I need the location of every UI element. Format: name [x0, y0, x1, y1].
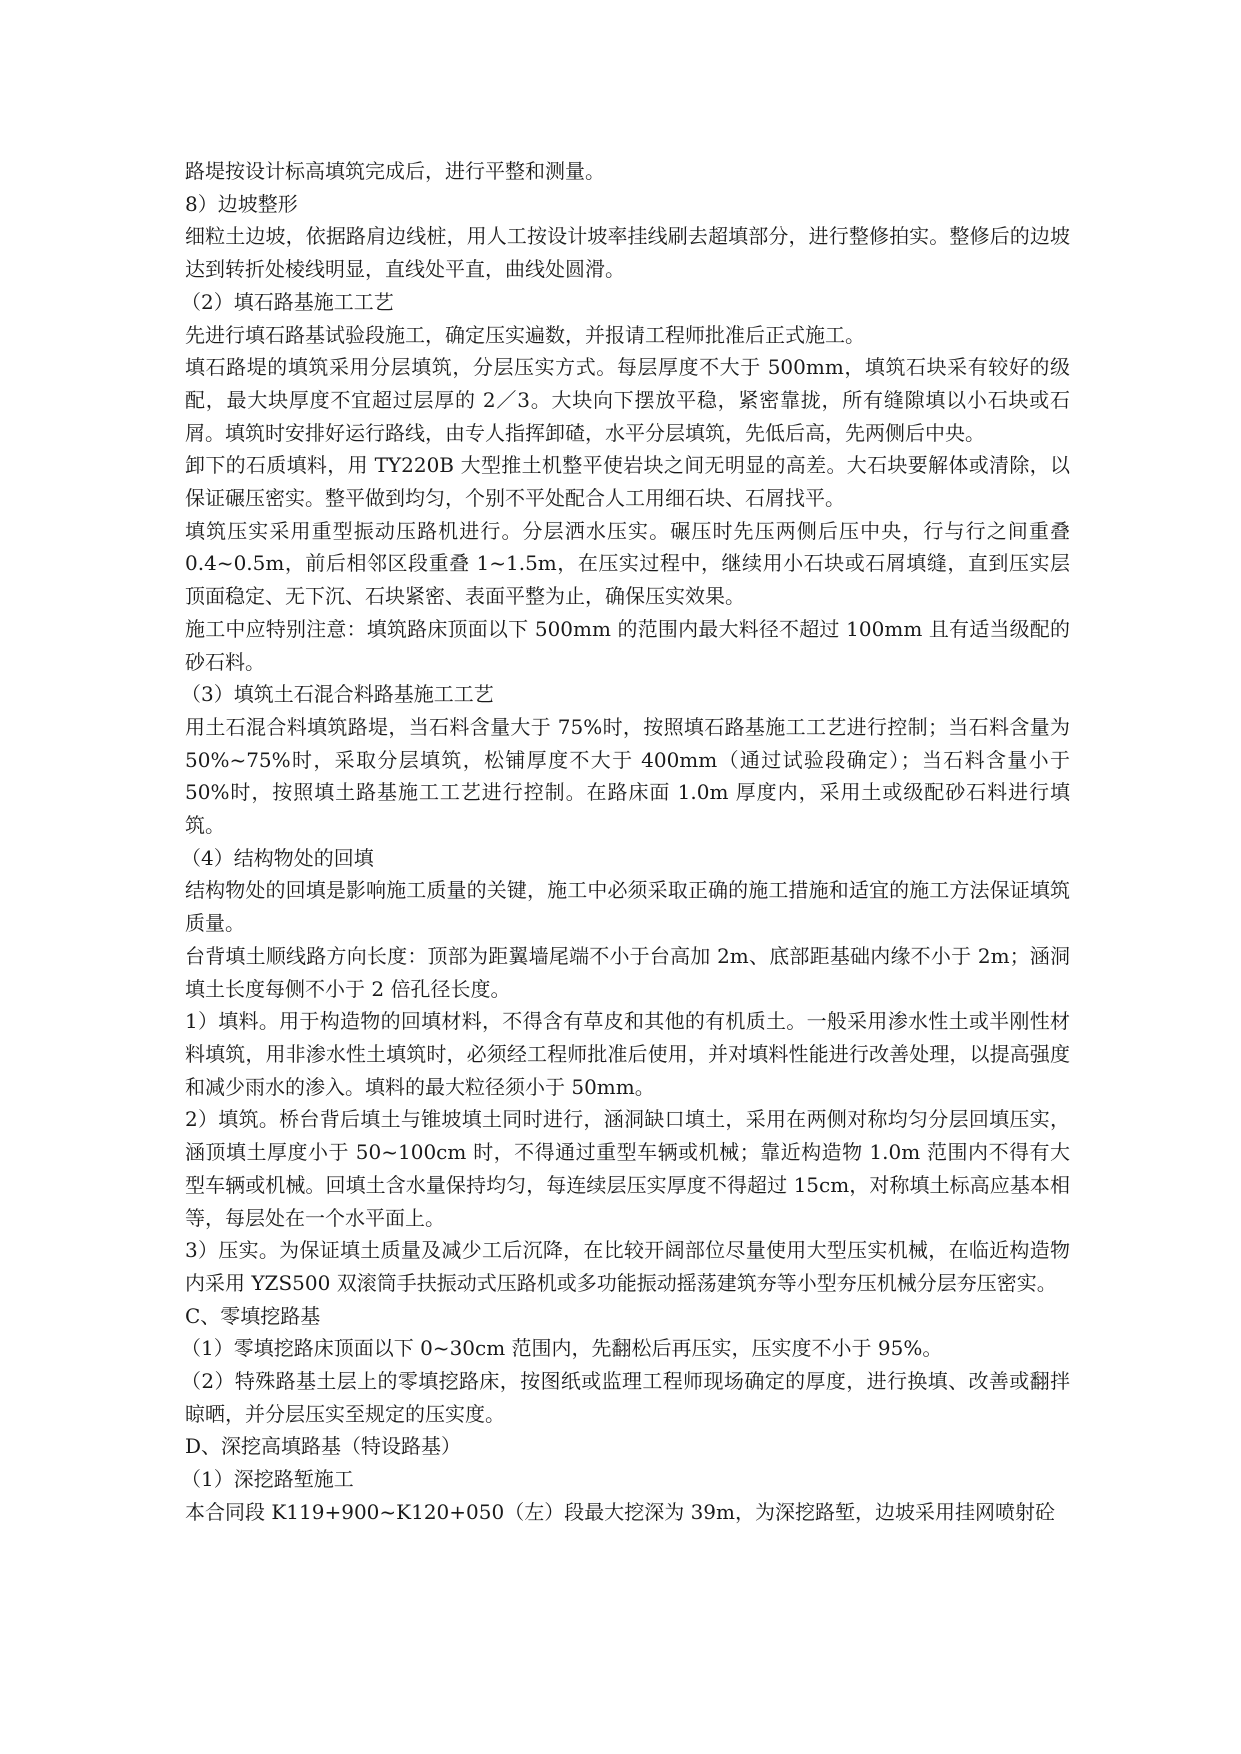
paragraph: 1）填料。用于构造物的回填材料，不得含有草皮和其他的有机质土。一般采用渗水性土或半刚性材料填筑，用非渗水性土填筑时，必须经工程师批准后使用，并对填料性能进行改善处理，以提高强度和减少雨水的渗入。填料的最大粒径须小于 50mm。 — [185, 1009, 1070, 1099]
section-heading: （3）填筑土石混合料路基施工工艺 — [181, 682, 494, 707]
paragraph: 填筑压实采用重型振动压路机进行。分层洒水压实。碾压时先压两侧后压中央，行与行之间重叠 0.4~0.5m，前后相邻区段重叠 1~1.5m，在压实过程中，继续用小石块或石屑填缝，直到压实层顶面稳定、无下沉、石块紧密、表面平整为止，确保压实效果。 — [185, 518, 1070, 609]
paragraph: 细粒土边坡，依据路肩边线桩，用人工按设计坡率挂线刷去超填部分，进行整修拍实。整修后的边坡达到转折处棱线明显，直线处平直，曲线处圆滑。 — [185, 224, 1070, 282]
paragraph: 本合同段 K119+900~K120+050（左）段最大挖深为 39m，为深挖路堑，边坡采用挂网喷射砼 — [185, 1499, 1055, 1524]
paragraph: 施工中应特别注意：填筑路床顶面以下 500mm 的范围内最大料径不超过 100mm 且有适当级配的砂石料。 — [185, 616, 1070, 674]
document-body — [181, 155, 1070, 1529]
section-heading: （2）填石路基施工工艺 — [181, 289, 394, 314]
section-heading: C、零填挖路基 — [185, 1303, 321, 1328]
paragraph: 台背填土顺线路方向长度：顶部为距翼墙尾端不小于台高加 2m、底部距基础内缘不小于 2m；涵洞填土长度每侧不小于 2 倍孔径长度。 — [185, 943, 1070, 1001]
paragraph: 填石路堤的填筑采用分层填筑，分层压实方式。每层厚度不大于 500mm，填筑石块采有较好的级配，最大块厚度不宜超过层厚的 2／3。大块向下摆放平稳，紧密靠拢，所有缝隙填以小石块或石屑。填筑时安排好运行路线，由专人指挥卸碴，水平分层填筑，先低后高，先两侧后中央。 — [185, 355, 1070, 445]
paragraph: （2）特殊路基土层上的零填挖路床，按图纸或监理工程师现场确定的厚度，进行换填、改善或翻拌晾晒，并分层压实至规定的压实度。 — [181, 1369, 1070, 1426]
paragraph: 卸下的石质填料，用 TY220B 大型推土机整平使岩块之间无明显的高差。大石块要解体或清除，以保证碾压密实。整平做到均匀，个别不平处配合人工用细石块、石屑找平。 — [185, 453, 1070, 511]
paragraph: 路堤按设计标高填筑完成后，进行平整和测量。 — [185, 159, 605, 183]
paragraph: （1）零填挖路床顶面以下 0~30cm 范围内，先翻松后再压实，压实度不小于 95%。 — [181, 1336, 943, 1361]
section-heading: 8）边坡整形 — [185, 191, 298, 216]
paragraph: 3）压实。为保证填土质量及减少工后沉降，在比较开阔部位尽量使用大型压实机械，在临近构造物内采用 YZS500 双滚筒手扶振动式压路机或多功能振动摇荡建筑夯等小型夯压机械分层夯压密实。 — [185, 1238, 1070, 1295]
paragraph: 用土石混合料填筑路堤，当石料含量大于 75%时，按照填石路基施工工艺进行控制；当石料含量为 50%~75%时，采取分层填筑，松铺厚度不大于 400mm（通过试验段确定）；当石料含量小于 50%时，按照填土路基施工工艺进行控制。在路床面 1.0m 厚度内，采用土或级配砂石料进行填筑。 — [185, 714, 1070, 838]
section-heading: （1）深挖路堑施工 — [181, 1467, 354, 1492]
paragraph: 先进行填石路基试验段施工，确定压实遍数，并报请工程师批准后正式施工。 — [185, 322, 865, 347]
section-heading: （4）结构物处的回填 — [181, 845, 374, 870]
paragraph: 结构物处的回填是影响施工质量的关键，施工中必须采取正确的施工措施和适宜的施工方法保证填筑质量。 — [185, 878, 1070, 936]
paragraph: 2）填筑。桥台背后填土与锥坡填土同时进行，涵洞缺口填土，采用在两侧对称均匀分层回填压实，涵顶填土厚度小于 50~100cm 时，不得通过重型车辆或机械；靠近构造物 1.0m 范围内不得有大型车辆或机械。回填土含水量保持均匀，每连续层压实厚度不得超过 15cm，对称填土标高应基本相等，每层处在一个水平面上。 — [185, 1107, 1070, 1230]
section-heading: D、深挖高填路基（特设路基） — [185, 1434, 462, 1459]
